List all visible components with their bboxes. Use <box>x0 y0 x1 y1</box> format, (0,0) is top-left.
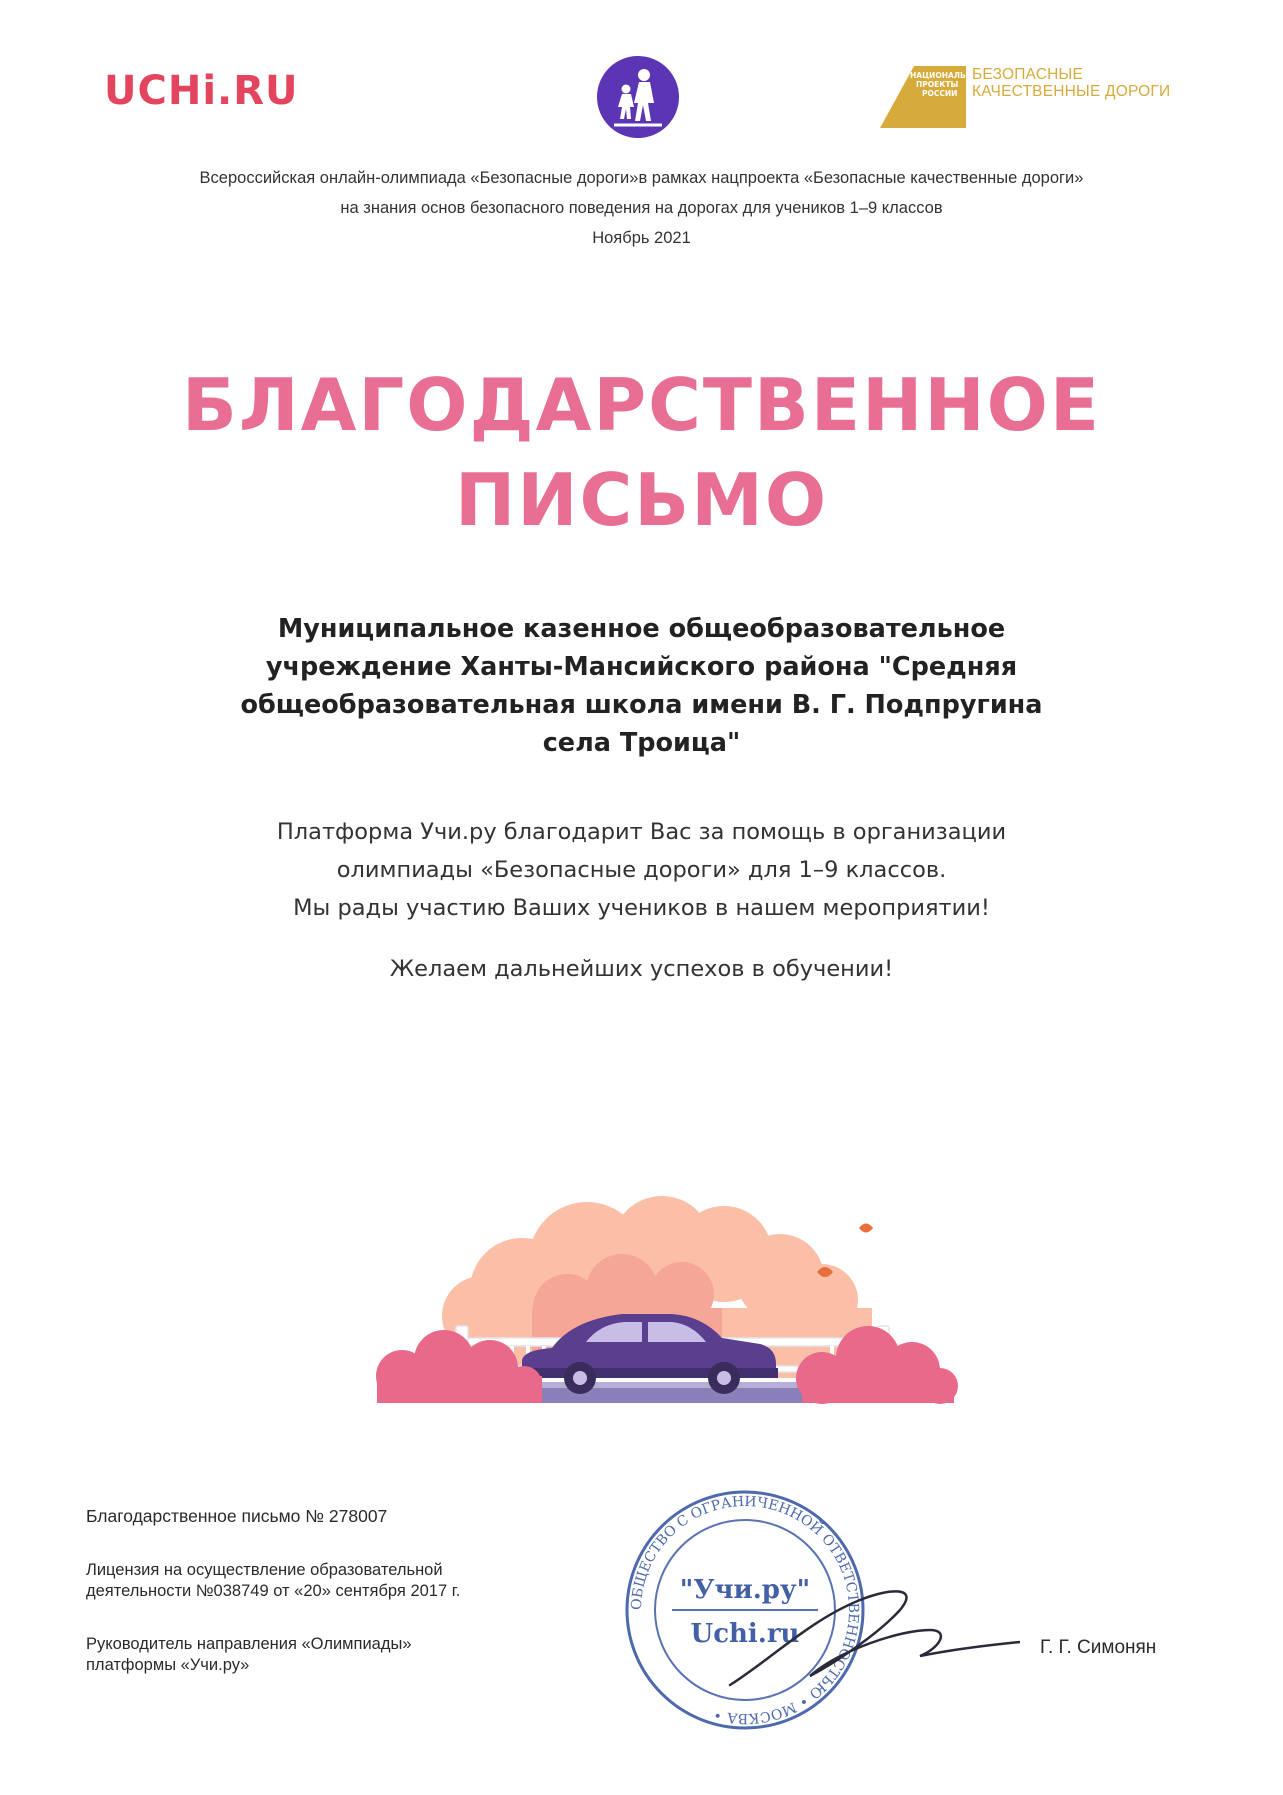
np-line-2: ПРОЕКТЫ <box>916 80 959 89</box>
header-line-2: на знания основ безопасного поведения на дорогах для учеников 1–9 классов <box>340 199 943 217</box>
uchi-logo-text: UCHi.RU <box>104 68 299 114</box>
title-line-2: ПИСЬМО <box>454 458 829 542</box>
car-illustration <box>372 1198 957 1408</box>
recipient-line-3: общеобразовательная школа имени В. Г. Подпругина <box>240 690 1043 720</box>
bkd-line-1: БЕЗОПАСНЫЕ <box>972 66 1083 83</box>
natproject-logo <box>872 64 1172 134</box>
title-line-1: БЛАГОДАРСТВЕННОЕ <box>181 363 1102 447</box>
license-line-1: Лицензия на осуществление образовательной <box>86 1561 443 1579</box>
stamp-ring-text: ОБЩЕСТВО С ОГРАНИЧЕННОЙ ОТВЕТСТВЕННОСТЬЮ • МОСКВА • <box>628 1493 862 1727</box>
license-line-2: деятельности №038749 от «20» сентября 2017 г. <box>86 1582 461 1600</box>
page-title <box>0 358 1283 548</box>
recipient-name <box>0 610 1283 762</box>
kids-crossing-logo <box>596 55 680 144</box>
head-role-line-1: Руководитель направления «Олимпиады» <box>86 1635 412 1653</box>
header-date: Ноябрь 2021 <box>592 229 691 247</box>
stamp-seal <box>600 1480 1020 1735</box>
signer-name: Г. Г. Симонян <box>1040 1637 1157 1658</box>
stamp-line-1: "Учи.ру" <box>679 1575 811 1605</box>
head-role <box>86 1634 412 1676</box>
head-role-line-2: платформы «Учи.ру» <box>86 1656 250 1674</box>
recipient-line-4: села Троица" <box>542 728 741 758</box>
np-line-1: НАЦИОНАЛЬНЫЕ <box>910 71 985 80</box>
body-line-1: Платформа Учи.ру благодарит Вас за помощь в организации <box>276 819 1007 845</box>
letter-number: Благодарственное письмо № 278007 <box>86 1506 388 1526</box>
uchi-logo <box>104 66 334 119</box>
body-line-3: Мы рады участию Ваших учеников в нашем мероприятии! <box>293 895 990 921</box>
bkd-line-2: КАЧЕСТВЕННЫЕ ДОРОГИ <box>972 83 1171 100</box>
recipient-line-1: Муниципальное казенное общеобразовательное <box>277 614 1006 644</box>
license-text <box>86 1560 460 1602</box>
header-text <box>0 163 1283 253</box>
recipient-line-2: учреждение Ханты-Мансийского района "Средняя <box>265 652 1018 682</box>
body-line-2: олимпиады «Безопасные дороги» для 1–9 классов. <box>336 857 947 883</box>
wish-text: Желаем дальнейших успехов в обучении! <box>389 956 894 982</box>
header-line-1: Всероссийская онлайн-олимпиада «Безопасные дороги»в рамках нацпроекта «Безопасные качественные дороги» <box>199 169 1084 187</box>
np-line-3: РОССИИ <box>922 89 958 98</box>
stamp-line-2: Uchi.ru <box>690 1619 800 1649</box>
body-text <box>0 813 1283 927</box>
